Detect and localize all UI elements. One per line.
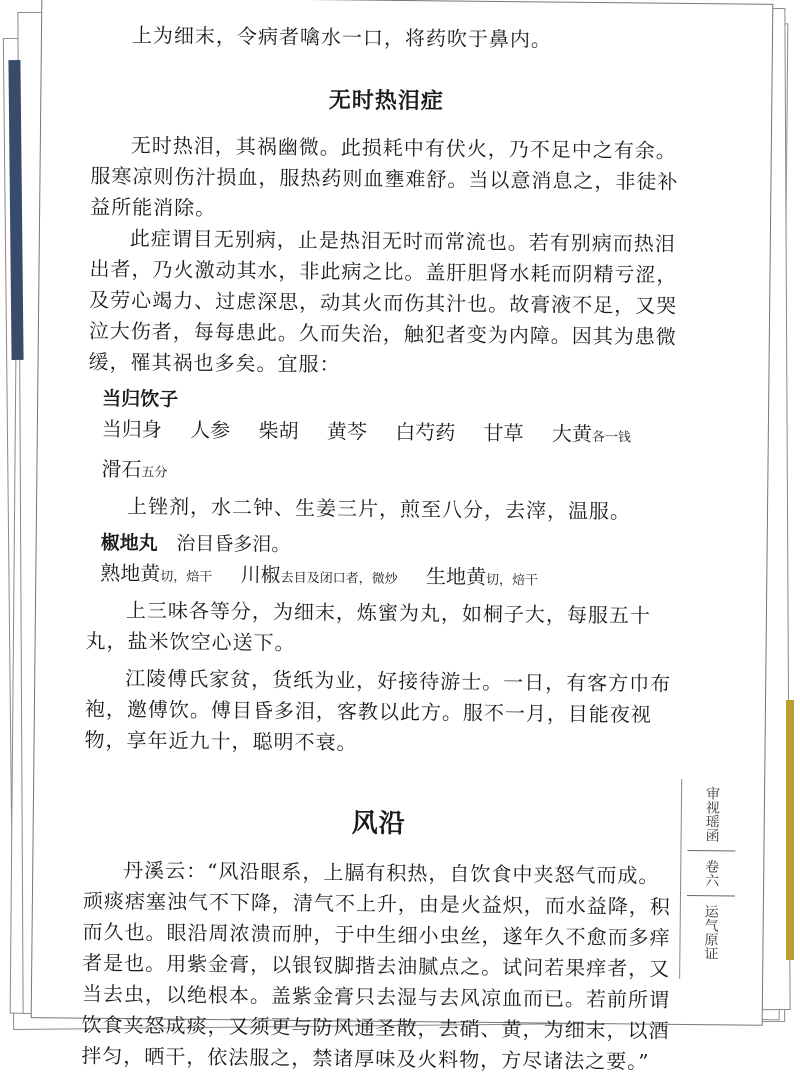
herb: 当归身 — [101, 416, 162, 442]
divider — [687, 895, 735, 897]
preparation-method: 上锉剂，水二钟、生姜三片，煎至八分，去滓，温服。 — [126, 494, 632, 524]
herb: 川椒 — [240, 562, 281, 587]
prescription-name: 椒地丸 — [100, 531, 158, 555]
herb: 人参 — [190, 417, 231, 443]
book-title: 审视瑶函 — [703, 786, 721, 843]
chapter-label: 运气原证 — [702, 904, 719, 961]
herb-note: 五分 — [141, 465, 168, 481]
margin-rule — [679, 779, 682, 979]
volume-label: 卷六 — [703, 859, 720, 888]
herb: 生地黄 — [425, 564, 487, 589]
herb: 滑石 — [101, 456, 142, 482]
divider — [687, 850, 735, 852]
herb-note: 去目及闭口者，微炒 — [280, 570, 398, 587]
herb: 熟地黄 — [100, 560, 161, 586]
herb: 白芍药 — [395, 419, 456, 445]
herb: 甘草 — [483, 420, 524, 446]
paragraph: 无时热泪，其祸幽微。此损耗中有伏火，乃不足中之有余。服寒凉则伤汁损血，服热药则血壅难舒。当以意消息之，非徒补益所能消除。 — [90, 133, 679, 221]
page-content — [81, 20, 682, 1078]
herb-note: 各一钱 — [591, 429, 632, 446]
paragraph: 丹溪云：“风沿眼系，上膈有积热，自饮食中夹怒气而成。顽痰痞塞浊气不下降，清气不上升，由是火益炽，而水益降，积而久也。眼沿周浓溃而肿，于中生细小虫丝，遂年久不愈而多痒者是也。用紫金膏，以银钗脚揩去油腻点之。试问若果痒者，又当去虫，以绝根本。盖紫金膏只去湿与去风凉血而已。若前所谓饮食夹怒成痰，又须更与防风通圣散，去硝、黄，为细末，以酒拌匀，晒干，依法服之，禁诸厚味及火料物，方尽诸法之要。” — [81, 858, 671, 1074]
book-cover-edge — [786, 700, 794, 960]
herb: 黄芩 — [326, 419, 368, 444]
herb-list — [101, 411, 678, 497]
herb: 柴胡 — [258, 418, 299, 443]
paragraph: 此症谓目无别病，止是热泪无时而常流也。若有别病而热泪出者，乃火激动其水，非此病之比。盖肝胆肾水耗而阴精亏涩，及劳心竭力、过虑深思，动其火而伤其汁也。故膏液不足，又哭泣大伤者，每每患此。久而失治，触犯者变为内障。因其为患微缓，罹其祸也多矣。宜服： — [88, 226, 678, 377]
indication: 治目昏多泪。 — [176, 532, 291, 556]
case-story: 江陵傅氏家贫，货纸为业，好接待游士。一日，有客方巾布袍，邀傅饮。傅目昏多泪，客教以此方。服不一月，目能夜视物，享年近九十，聪明不衰。 — [84, 666, 672, 755]
section-title: 风沿 — [351, 808, 406, 840]
preparation-method: 上三味各等分，为细末，炼蜜为丸，如桐子大，每服五十丸，盐米饮空心送下。 — [85, 598, 652, 655]
herb: 大黄 — [551, 421, 593, 446]
herb-note: 切，焙干 — [485, 572, 539, 589]
herb-note: 切，焙干 — [160, 569, 213, 586]
intro-line: 上为细末，令病者噙水一口，将药吹于鼻内。 — [131, 23, 553, 52]
prescription-name: 当归饮子 — [102, 387, 179, 411]
book-page — [31, 0, 774, 1074]
herb-list — [100, 555, 676, 601]
section-title: 无时热泪症 — [328, 87, 444, 115]
running-head — [686, 786, 736, 960]
